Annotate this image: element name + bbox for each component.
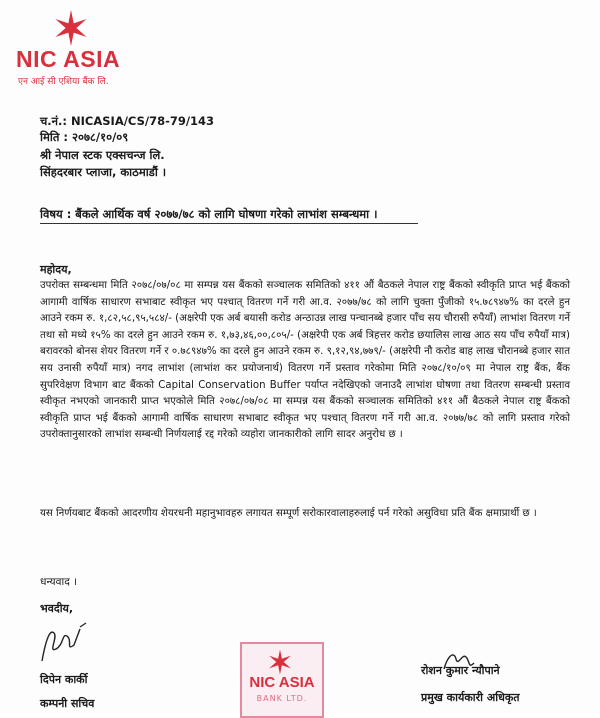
letter-date: मिति : २०७८/१०/०९ — [40, 130, 129, 144]
stamp-bank-name: NIC ASIA — [249, 674, 315, 691]
body-paragraph-1: उपरोक्त सम्बन्धमा मिति २०७८/०७/०८ मा सम्पन्न यस बैंकको सञ्चालक समितिको ४११ औं बैठकले नेपाल राष्ट्र बैंकको स्वीकृति प्राप्त भई बैंकको आगामी वार्षिक साधारण सभाबाट स्वीकृत भए पश्चात् वितरण गर्ने गरी आ.व. २०७७/७८ को लागि चुक्ता पुँजीको १५.७८९४७% का दरले हुन आउने रकम रु. १,८२,५८,९५,५८४/- (अक्षरेपी एक अर्ब बयासी करोड अन्ठाउन्न लाख पन्चानब्बे हजार पाँच सय चौरासी रुपैयाँ) लाभांश वितरण गर्ने तथा सो मध्ये १५% का दरले हुन आउने रकम रु. १,७३,४६,००,८०५/- (अक्षरेपी एक अर्ब त्रिहत्तर करोड छयालिस लाख आठ सय पाँच रुपैयाँ मात्र) बरावरको बोनस शेयर वितरण गर्ने र ०.७८९४७% का दरले हुन आउने रकम रु. ९,१२,९४,७७९/- (अक्षरेपी नौ करोड बाह लाख चौरानब्बे हजार सात सय उनासी रुपैयाँ मात्र) नगद लाभांश (लाभांश कर प्रयोजनार्थ) वितरण गर्ने प्रस्ताव गरेकोमा मिति २०७८/१०/०९ मा नेपाल राष्ट्र बैंक, बैंक सुपरिवेक्षण विभाग बाट बैंकको Capital Conservation Buffer पर्याप्त नदेखिएको जनाउदै लाभांश घोषणा तथा वितरण सम्बन्धी प्रस्ताव स्वीकृत नभएको जानकारी प्राप्त भएकोले मिति २०७८/०७/०८ मा सम्पन्न यस बैंकको सञ्चालक समितिको ४११ औं बैठकले नेपाल राष्ट्र बैंकको स्वीकृति प्राप्त भई बैंकको आगामी वार्षिक साधारण सभाबाट स्वीकृत भए पश्चात् वितरण गर्ने गरी आ.व. २०७७/७८ को लागि प्रस्ताव गरेको उपरोक्तानुसारको लाभांश सम्बन्धी निर्णयलाई रद्द गरेको व्यहोरा जानकारीको लागि सादर अनुरोध छ । — [40, 280, 570, 441]
stamp-star-icon — [264, 648, 296, 676]
letter-subject: विषय : बैंकले आर्थिक वर्ष २०७७/७८ को लागि घोषणा गरेको लाभांश सम्बन्धमा । — [40, 207, 378, 221]
closing-line: भवदीय, — [40, 602, 74, 615]
bank-name: NIC ASIA — [16, 46, 121, 72]
bank-tagline: एन आई सी एशिया बैंक लि. — [18, 77, 109, 87]
ceo-name: रोशन कुमार न्यौपाने — [421, 664, 500, 677]
salutation: महोदय, — [40, 263, 72, 276]
recipient-address: सिंहदरबार प्लाजा, काठमाडौं । — [40, 165, 167, 179]
subject-underline — [40, 223, 418, 224]
reference-number: च.नं.: NICASIA/CS/78-79/143 — [40, 114, 215, 128]
recipient-name: श्री नेपाल स्टक एक्सचन्ज लि. — [40, 148, 165, 162]
nic-star-logo-icon — [48, 8, 94, 48]
bank-stamp — [240, 642, 324, 718]
body-paragraph-2: यस निर्णयबाट बैंकको आदरणीय शेयरधनी महानुभावहरु लगायत सम्पूर्ण सरोकारवालाहरुलाई पर्न गरेको असुविधा प्रति बैंक क्षमाप्रार्थी छ । — [40, 508, 537, 519]
thanks-line: धन्यवाद । — [40, 576, 78, 588]
company-secretary-title: कम्पनी सचिव — [40, 697, 95, 710]
ceo-title: प्रमुख कार्यकारी अधिकृत — [421, 691, 520, 704]
stamp-subtext: BANK LTD. — [256, 694, 308, 703]
company-secretary-signature-icon — [34, 619, 94, 669]
company-secretary-name: दिपेन कार्की — [40, 673, 88, 686]
